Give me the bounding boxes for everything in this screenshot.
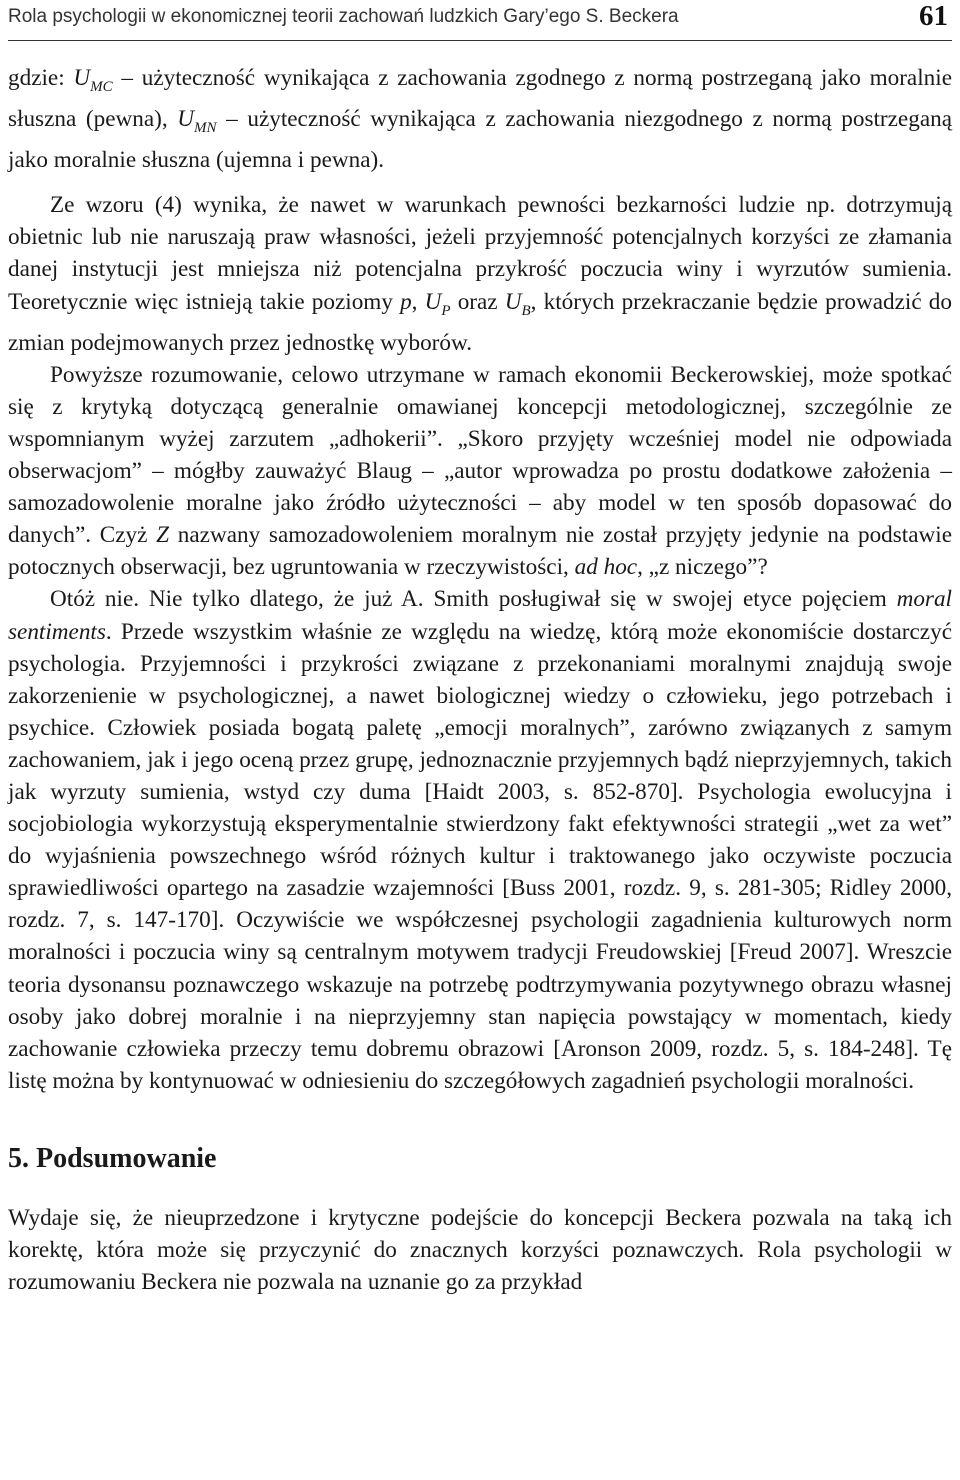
variable-u: U [177,106,195,133]
text-run: Powyższe rozumowanie, celowo utrzymane w ramach ekonomii Beckerowskiej, może spotkać się z krytyką dotyczącą generalnie omawianej koncepcji metodologicznej, szczególnie ze wspomnianym wyżej zarzutem „adhokerii”. „Skoro przyjęty wcześniej model nie odpowiada obserwacjom” – mógłby zauważyć Blaug – „autor wprowadza po prostu dodatkowe założenia – samozadowolenie moralne jako źródło użyteczności – aby model w ten sposób dopasować do danych”. Czyż [8,361,952,549]
paragraph-definitions [8,62,952,176]
running-title: Rola psychologii w ekonomicznej teorii zachowań ludzkich Gary’ego S. Beckera [8,6,679,27]
variable-u: U [73,65,91,91]
paragraph-formula-4 [8,189,952,358]
variable-u: U [424,288,442,315]
text-run: – użyteczność wynikająca z zachowania zgodnego z normą postrzeganą jako moralnie słuszna (pewna), [8,65,952,133]
paragraph-psychology [8,583,952,1097]
section-heading: 5. Podsumowanie [8,1142,217,1174]
text-run: , [411,288,425,315]
variable-z: Z [156,522,170,549]
latin-phrase: ad hoc [574,554,638,581]
text-run: nazwany samozadowoleniem moralnym nie został przyjęty jedynie na podstawie potocznych obserwacji, bez ugruntowania w rzeczywistości, [8,522,952,581]
text-run: – użyteczność wynikająca z zachowania niezgodnego z normą postrzeganą jako moralnie słuszna (ujemna i pewna). [8,106,952,174]
text-run: Otóż nie. Nie tylko dlatego, że już A. Smith posługiwał się w swojej etyce pojęciem [50,586,897,613]
subscript-p: P [441,302,451,319]
text-run: Ze wzoru (4) wynika, że nawet w warunkach pewności bezkarności ludzie np. dotrzymują obietnic lub nie naruszają praw własności, jeżeli przyjemność potencjalnych korzyści ze złamania danej instytucji jest mniejsza niż potencjalna przykrość poczucia winy i wyrzutów sumienia. Teoretycznie więc istnieją takie poziomy [8,192,952,315]
subscript-b: B [521,302,531,319]
text-run: , „z niczego”? [637,554,768,581]
english-phrase: moral sentiments [8,586,952,645]
subscript-mc: MC [90,79,113,95]
variable-p: p [400,288,412,315]
paragraph-summary: Wydaje się, że nieuprzedzone i krytyczne podejście do koncepcji Beckera pozwala na taką ich korektę, która może się przyczynić do znacznych korzyści poznawczych. Rola psychologii w rozumowaniu Beckera nie pozwala na uznanie go za przykład [8,1204,952,1296]
text-run: gdzie: [8,65,74,91]
subscript-mn: MN [194,120,217,137]
text-run: oraz [450,288,505,315]
text-run: . Przede wszystkim właśnie ze względu na wiedzę, którą może ekonomiście dostarczyć psychologia. Przyjemności i przykrości związane z przekonaniami moralnymi znajdują swoje zakorzenienie w psychologicznej, a nawet biologicznej wiedzy o człowieku, jego potrzebach i psychice. Człowiek posiada bogatą paletę „emocji moralnych”, zarówno związanych z samym zachowaniem, jak i jego oceną przez grupę, jednoznacznie przyjemnych bądź nieprzyjemnych, takich jak wyrzuty sumienia, wstyd czy duma [Haidt 2003, s. 852-870]. Psychologia ewolucyjna i socjobiologia wykorzystują eksperymentalnie stwierdzony fakt efektywności strategii „wet za wet” do wyjaśnienia powszechnego wśród różnych kultur i traktowanego jako oczywiste poczucia sprawiedliwości opartego na zasadzie wzajemności [Buss 2001, rozdz. 9, s. 281-305; Ridley 2000, rozdz. 7, s. 147-170]. Oczywiście we współczesnej psychologii zagadnienia kulturowych norm moralności i poczucia winy są centralnym motywem tradycji Freudowskiej [Freud 2007]. Wreszcie teoria dysonansu poznawczego wskazuje na potrzebę podtrzymywania pozytywnego obrazu własnej osoby jako dobrej moralnie i na nieprzyjemny stan napięcia powstający w momentach, kiedy zachowanie człowieka przeczy temu dobremu obrazowi [Aronson 2009, rozdz. 5, s. 184-248]. Tę listę można by kontynuować w odniesieniu do szczegółowych zagadnień psychologii moralności. [8,618,952,1094]
text-run: , których przekraczanie będzie prowadzić do zmian podejmowanych przez jednostkę wyborów. [8,288,952,356]
variable-u: U [504,288,522,315]
body-text [8,62,952,1298]
page-header [8,0,952,41]
paragraph-critique [8,359,952,584]
page-number: 61 [919,0,948,32]
